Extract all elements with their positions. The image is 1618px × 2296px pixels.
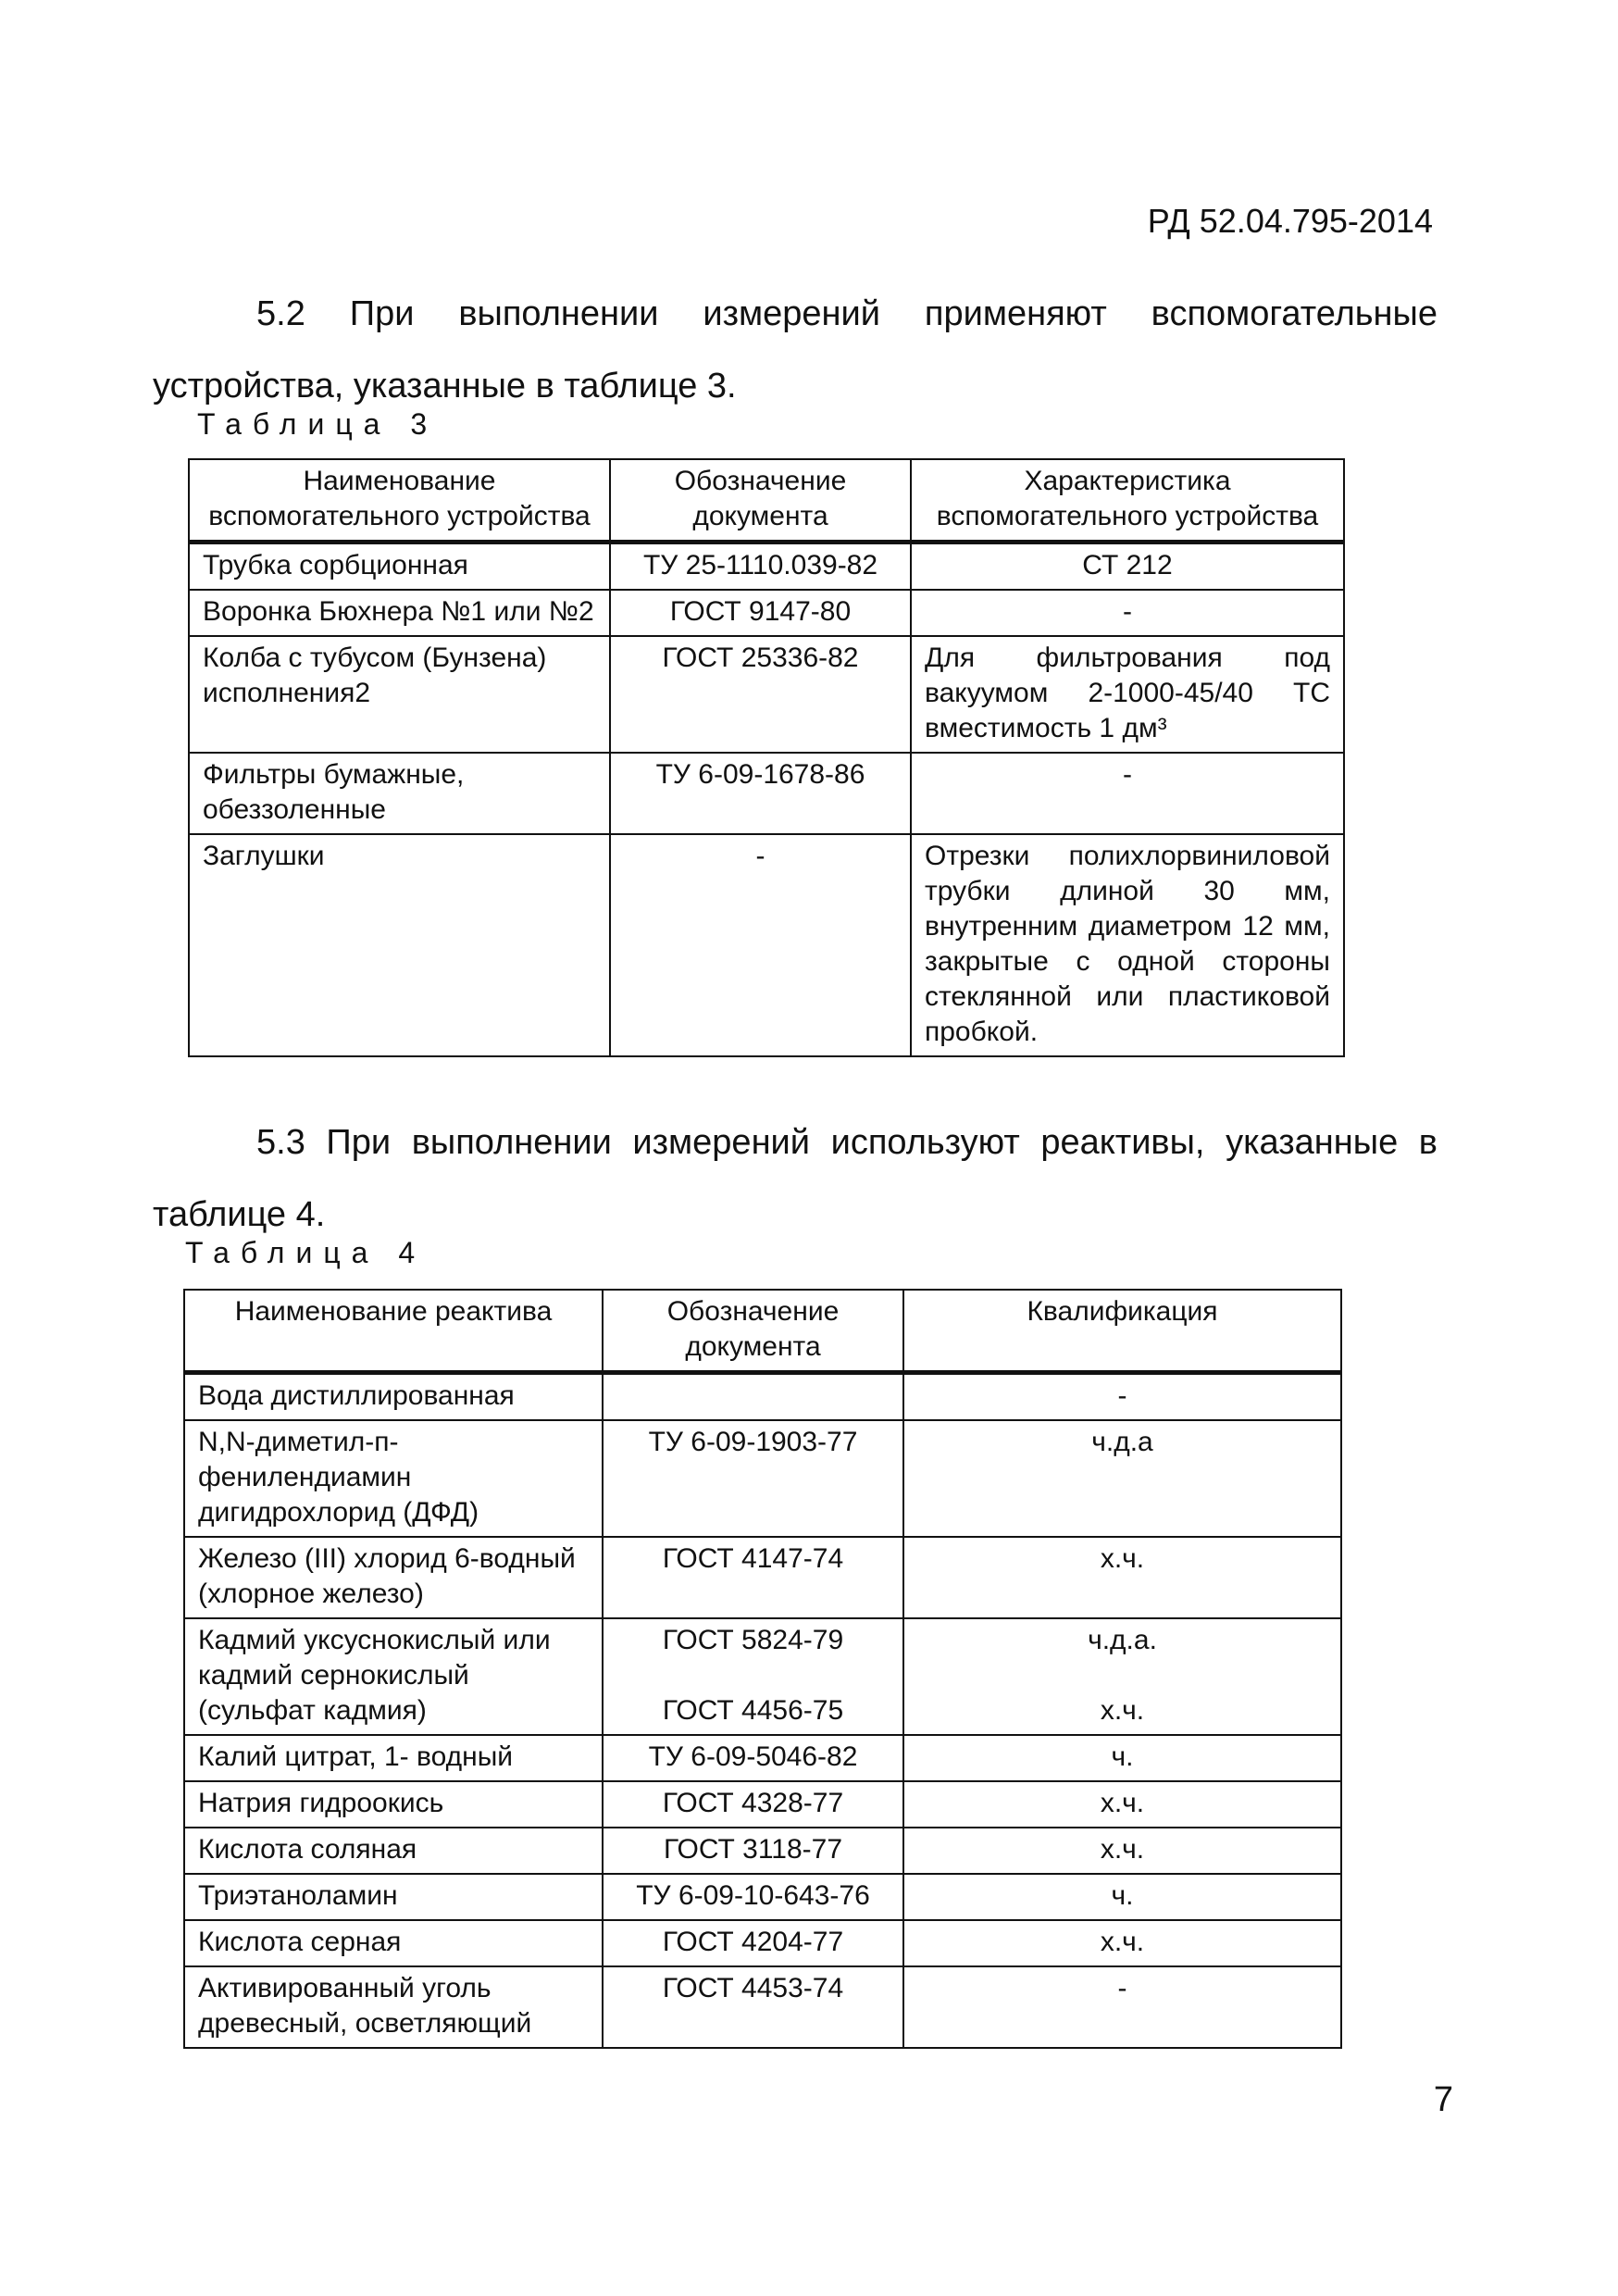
table-cell: ТУ 6-09-5046-82 <box>603 1735 903 1781</box>
table-row <box>189 590 1344 636</box>
table-cell: ТУ 6-09-1678-86 <box>610 753 911 834</box>
table-cell: Триэтаноламин <box>184 1874 603 1920</box>
table-cell: х.ч. <box>903 1781 1341 1828</box>
table-cell: ГОСТ 3118-77 <box>603 1828 903 1874</box>
table-row <box>189 636 1344 753</box>
table-cell: Активированный уголь древесный, осветляющий <box>184 1966 603 2048</box>
table-cell: Кислота серная <box>184 1920 603 1966</box>
table-cell: х.ч. <box>903 1920 1341 1966</box>
table-cell: ч.д.а <box>903 1420 1341 1537</box>
table-cell: х.ч. <box>903 1537 1341 1618</box>
table-cell: Вода дистиллированная <box>184 1373 603 1421</box>
table-row <box>184 1828 1341 1874</box>
table-row <box>184 1966 1341 2048</box>
table3 <box>188 458 1345 1057</box>
table-cell: Для фильтрования под вакуумом 2-1000-45/40 ТС вместимость 1 дм³ <box>911 636 1344 753</box>
table-cell: ТУ 6-09-1903-77 <box>603 1420 903 1537</box>
table-cell: СТ 212 <box>911 543 1344 591</box>
column-header: Характеристика вспомогательного устройства <box>911 459 1344 543</box>
table-cell: ГОСТ 4204-77 <box>603 1920 903 1966</box>
column-header: Наименование реактива <box>184 1290 603 1373</box>
table-row <box>184 1618 1341 1735</box>
document-code: РД 52.04.795-2014 <box>1147 202 1433 240</box>
table-cell: ТУ 6-09-10-643-76 <box>603 1874 903 1920</box>
table-cell: ГОСТ 9147-80 <box>610 590 911 636</box>
section-5-2-paragraph <box>153 278 1438 422</box>
table-row <box>189 543 1344 591</box>
table-cell: - <box>911 753 1344 834</box>
table-cell: Трубка сорбционная <box>189 543 610 591</box>
section-5-3-paragraph <box>153 1106 1438 1251</box>
table-cell: - <box>903 1373 1341 1421</box>
table-cell: Колба с тубусом (Бунзена) исполнения2 <box>189 636 610 753</box>
table-cell: ч. <box>903 1735 1341 1781</box>
column-header: Обозначение документа <box>610 459 911 543</box>
table-cell: Железо (III) хлорид 6-водный (хлорное железо) <box>184 1537 603 1618</box>
table-cell: Фильтры бумажные, обеззоленные <box>189 753 610 834</box>
table-cell: Кислота соляная <box>184 1828 603 1874</box>
section-5-2-text: 5.2 При выполнении измерений применяют вспомогательные устройства, указанные в таблице 3. <box>153 294 1438 406</box>
table-header-row <box>189 459 1344 543</box>
column-header: Обозначение документа <box>603 1290 903 1373</box>
table-row <box>189 753 1344 834</box>
table-row <box>184 1874 1341 1920</box>
table-cell: ч. <box>903 1874 1341 1920</box>
table-row <box>184 1420 1341 1537</box>
table-cell: Калий цитрат, 1- водный <box>184 1735 603 1781</box>
table-cell: Отрезки полихлорвиниловой трубки длиной 30 мм, внутренним диаметром 12 мм, закрытые с одной стороны стеклянной или пластиковой пробкой. <box>911 834 1344 1056</box>
table-row <box>184 1735 1341 1781</box>
table-cell: - <box>610 834 911 1056</box>
table-cell: - <box>911 590 1344 636</box>
table-cell: ч.д.а. х.ч. <box>903 1618 1341 1735</box>
table-row <box>184 1781 1341 1828</box>
table-cell: Заглушки <box>189 834 610 1056</box>
table4 <box>183 1289 1342 2049</box>
section-5-3-text: 5.3 При выполнении измерений используют реактивы, указанные в таблице 4. <box>153 1123 1438 1234</box>
table-cell: ГОСТ 4328-77 <box>603 1781 903 1828</box>
table-cell: ГОСТ 4147-74 <box>603 1537 903 1618</box>
table-cell: ТУ 25-1110.039-82 <box>610 543 911 591</box>
table-row <box>189 834 1344 1056</box>
table-header-row <box>184 1290 1341 1373</box>
column-header: Наименование вспомогательного устройства <box>189 459 610 543</box>
table3-caption: Таблица 3 <box>197 407 439 441</box>
table-row <box>184 1373 1341 1421</box>
table4-caption: Таблица 4 <box>185 1236 427 1269</box>
table-cell: Натрия гидроокись <box>184 1781 603 1828</box>
table-cell <box>603 1373 903 1421</box>
page-number: 7 <box>1433 2080 1453 2119</box>
table-cell: N,N-диметил-п-фенилендиамин дигидрохлорид (ДФД) <box>184 1420 603 1537</box>
table-cell: х.ч. <box>903 1828 1341 1874</box>
table-cell: ГОСТ 5824-79 ГОСТ 4456-75 <box>603 1618 903 1735</box>
table-cell: ГОСТ 4453-74 <box>603 1966 903 2048</box>
table-cell: - <box>903 1966 1341 2048</box>
table-row <box>184 1537 1341 1618</box>
column-header: Квалификация <box>903 1290 1341 1373</box>
table-cell: Воронка Бюхнера №1 или №2 <box>189 590 610 636</box>
table-row <box>184 1920 1341 1966</box>
table-cell: ГОСТ 25336-82 <box>610 636 911 753</box>
table-cell: Кадмий уксуснокислый или кадмий сернокислый (сульфат кадмия) <box>184 1618 603 1735</box>
